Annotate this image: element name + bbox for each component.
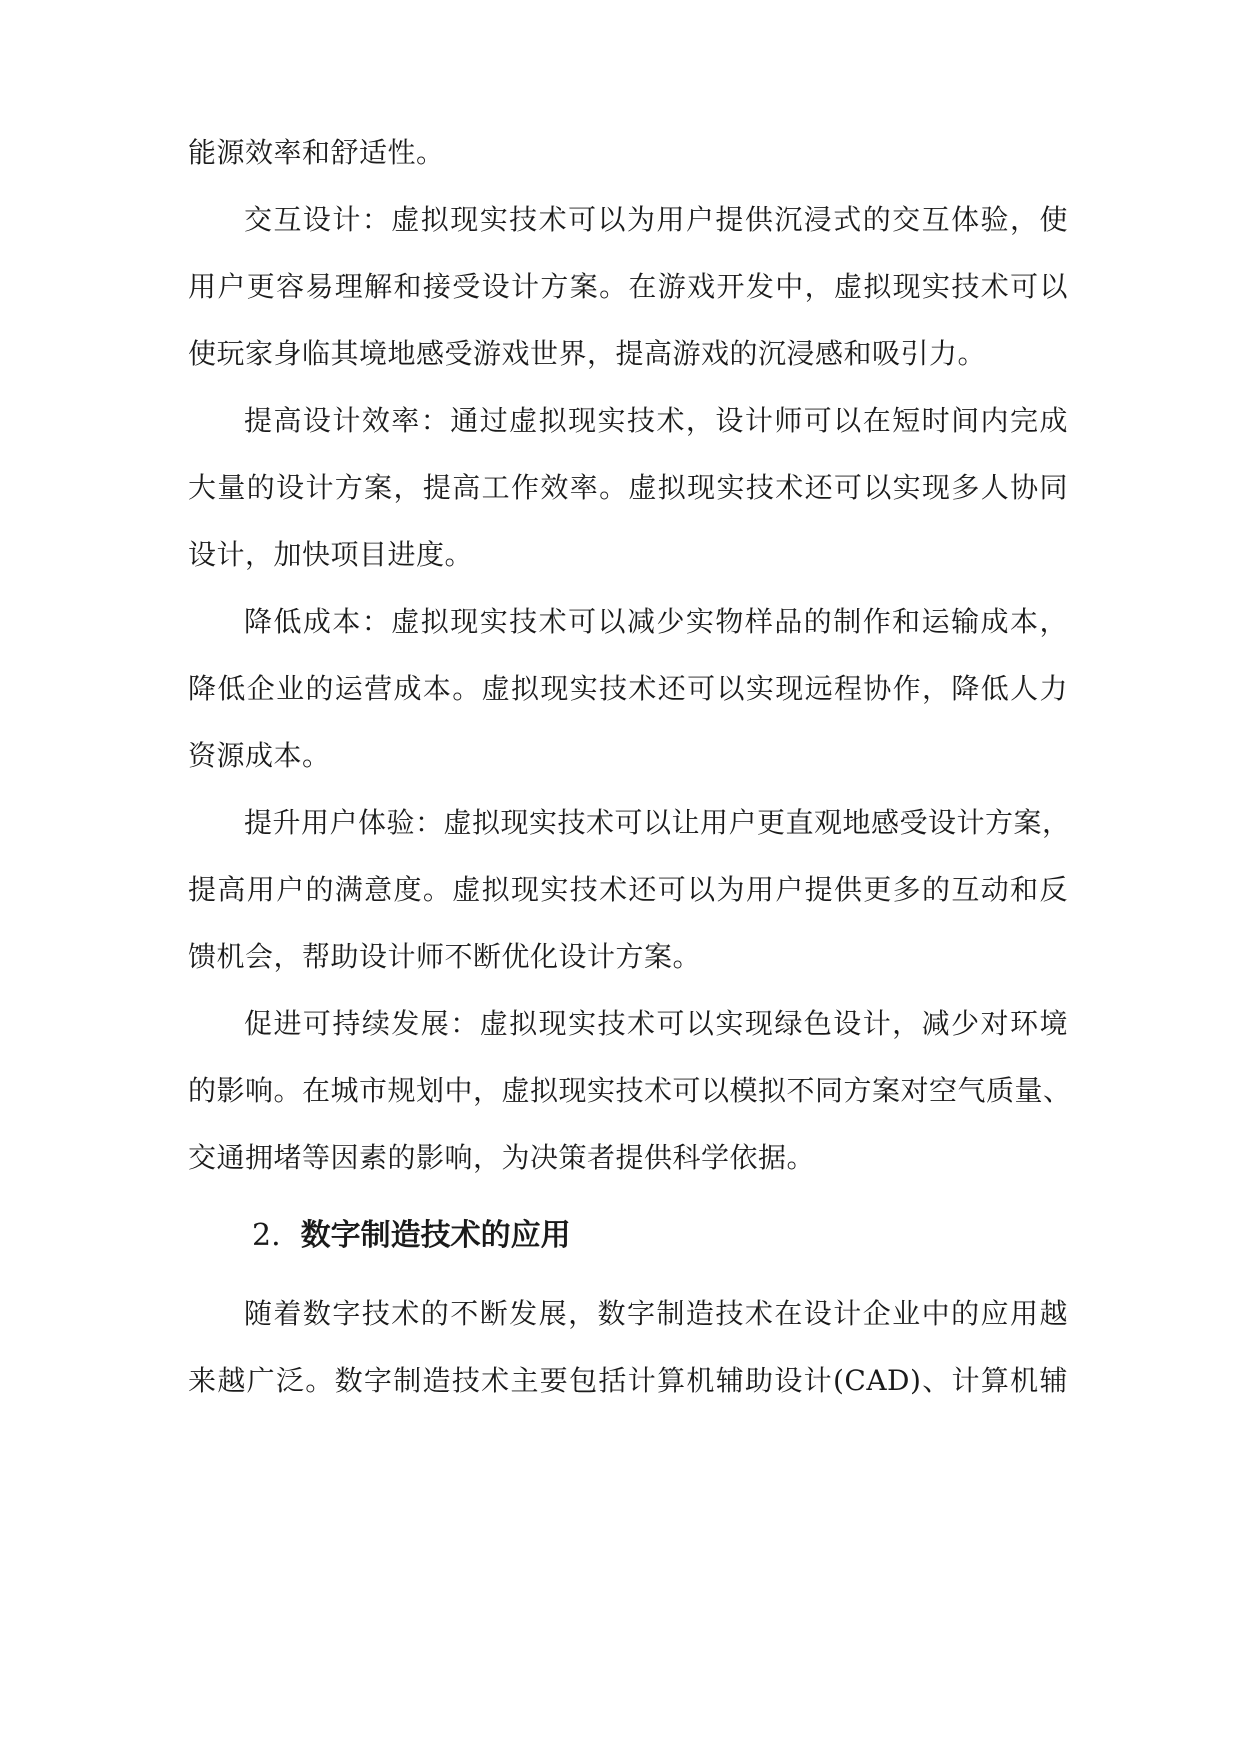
paragraph-line: 提高用户的满意度。虚拟现实技术还可以为用户提供更多的互动和反 (188, 873, 1068, 906)
section-heading (252, 1216, 571, 1256)
paragraph-line: 设计，加快项目进度。 (188, 538, 474, 571)
paragraph-line: 馈机会，帮助设计师不断优化设计方案。 (188, 940, 702, 973)
paragraph-line: 大量的设计方案，提高工作效率。虚拟现实技术还可以实现多人协同 (188, 471, 1068, 504)
paragraph-line: 使玩家身临其境地感受游戏世界，提高游戏的沉浸感和吸引力。 (188, 337, 987, 370)
paragraph-line: 用户更容易理解和接受设计方案。在游戏开发中，虚拟现实技术可以 (188, 270, 1068, 303)
paragraph-line: 随着数字技术的不断发展，数字制造技术在设计企业中的应用越 (244, 1297, 1068, 1330)
paragraph-line: 资源成本。 (188, 739, 331, 772)
section-number: 2. (252, 1218, 281, 1253)
paragraph-line: 能源效率和舒适性。 (188, 136, 445, 169)
paragraph-line: 降低成本：虚拟现实技术可以减少实物样品的制作和运输成本， (244, 605, 1068, 638)
paragraph-line: 交通拥堵等因素的影响，为决策者提供科学依据。 (188, 1141, 816, 1174)
paragraph-line: 促进可持续发展：虚拟现实技术可以实现绿色设计，减少对环境 (244, 1007, 1068, 1040)
paragraph-line: 来越广泛。数字制造技术主要包括计算机辅助设计(CAD)、计算机辅 (188, 1364, 1068, 1397)
section-title: 数字制造技术的应用 (300, 1218, 571, 1253)
paragraph-line: 提高设计效率：通过虚拟现实技术，设计师可以在短时间内完成 (244, 404, 1068, 437)
paragraph-line: 的影响。在城市规划中，虚拟现实技术可以模拟不同方案对空气质量、 (188, 1074, 1072, 1107)
paragraph-line: 提升用户体验：虚拟现实技术可以让用户更直观地感受设计方案， (244, 806, 1071, 839)
paragraph-line: 交互设计：虚拟现实技术可以为用户提供沉浸式的交互体验，使 (244, 203, 1068, 236)
paragraph-line: 降低企业的运营成本。虚拟现实技术还可以实现远程协作，降低人力 (188, 672, 1068, 705)
